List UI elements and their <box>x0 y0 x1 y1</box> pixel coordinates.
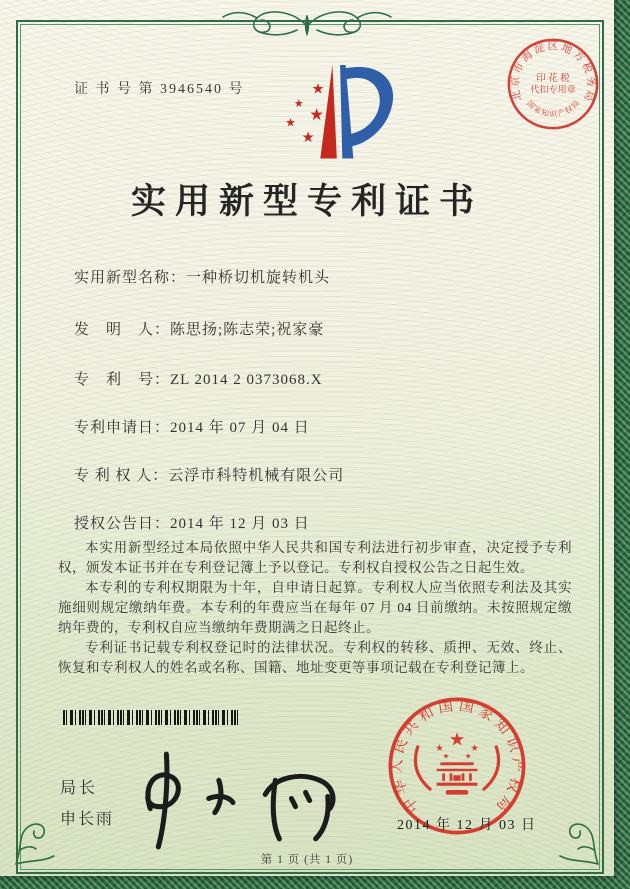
field-value: 2014 年 07 月 04 日 <box>170 420 310 436</box>
director-title-label: 局长 <box>60 780 99 797</box>
svg-text:★: ★ <box>309 105 325 124</box>
svg-text:★: ★ <box>442 751 450 761</box>
legal-paragraph: 本实用新型经过本局依照中华人民共和国专利法进行初步审查，决定授予专利权，颁发本证书并在专利登记簿上予以登记。专利权自授权公告之日起生效。 <box>58 540 572 575</box>
field-row-inventors <box>74 318 564 339</box>
cnipa-logo-icon <box>248 54 408 164</box>
svg-text:★: ★ <box>311 81 325 98</box>
cnipa-seal-ring-text: 中华人民共和国国家知识产权局 <box>389 697 525 818</box>
field-label: 专利申请日： <box>74 420 171 436</box>
field-row-grant-date <box>74 512 564 533</box>
director-signature <box>122 746 354 852</box>
field-label: 发 明 人： <box>74 322 171 338</box>
field-value: 云浮市科特机械有限公司 <box>168 468 345 484</box>
svg-text:★: ★ <box>464 751 472 761</box>
svg-text:★: ★ <box>470 744 479 755</box>
certificate-barcode <box>63 710 241 725</box>
legal-text-block <box>58 538 572 678</box>
tax-seal-center-line2: 代扣专用章 <box>530 84 576 95</box>
legal-paragraph: 本专利的专利权期限为十年，自申请日起算。专利权人应当依照专利法及其实施细则规定缴纳年费。本专利的年费应当在每年 07 月 04 日前缴纳。未按照规定缴纳年费的，专利权自应当缴纳年费期满之日起终止。 <box>58 580 572 635</box>
field-value: 2014 年 12 月 03 日 <box>170 516 310 532</box>
field-label: 专 利 权 人： <box>74 468 169 484</box>
director-name-label: 申长雨 <box>60 811 115 828</box>
legal-paragraph: 专利证书记载专利权登记时的法律状况。专利权的转移、质押、无效、终止、恢复和专利权人的姓名或名称、国籍、地址变更等事项记载在专利登记簿上。 <box>58 640 572 675</box>
field-value: 陈思扬;陈志荣;祝家豪 <box>170 322 325 338</box>
field-value: ZL 2014 2 0373068.X <box>170 372 323 388</box>
svg-text:★: ★ <box>301 130 315 146</box>
tax-stamp-seal <box>505 36 601 132</box>
tax-seal-ring-top-text: 北京市海淀区地方税务局 <box>510 41 596 105</box>
field-value: 一种桥切机旋转机头 <box>186 270 331 286</box>
tax-seal-ring-bottom-text: 国家知识产权局 <box>525 97 582 119</box>
field-row-patent-number <box>74 368 564 389</box>
field-row-name <box>74 266 564 287</box>
top-border-ornament-icon <box>207 6 407 40</box>
field-label: 专 利 号： <box>74 372 171 388</box>
field-label: 实用新型名称： <box>74 270 187 286</box>
field-row-filing-date <box>74 416 564 437</box>
page-number-footer: 第 1 页 (共 1 页) <box>260 854 354 866</box>
national-emblem-icon <box>415 731 498 795</box>
svg-text:★: ★ <box>448 730 466 751</box>
seal-date: 2014 年 12 月 03 日 <box>397 818 537 833</box>
certificate-number: 证 书 号 第 3946540 号 <box>74 82 245 97</box>
svg-text:国家知识产权局 <box>525 98 582 119</box>
svg-text:★: ★ <box>293 97 304 110</box>
field-row-patentee <box>74 464 564 485</box>
tax-seal-center-line1: 印 花 税 <box>536 73 570 85</box>
svg-text:★: ★ <box>435 744 444 755</box>
svg-text:★: ★ <box>285 115 296 130</box>
svg-text:中华人民共和国国家知识产权局 <box>388 697 525 818</box>
field-label: 授权公告日： <box>74 516 171 532</box>
certificate-title: 实用新型专利证书 <box>130 182 483 221</box>
